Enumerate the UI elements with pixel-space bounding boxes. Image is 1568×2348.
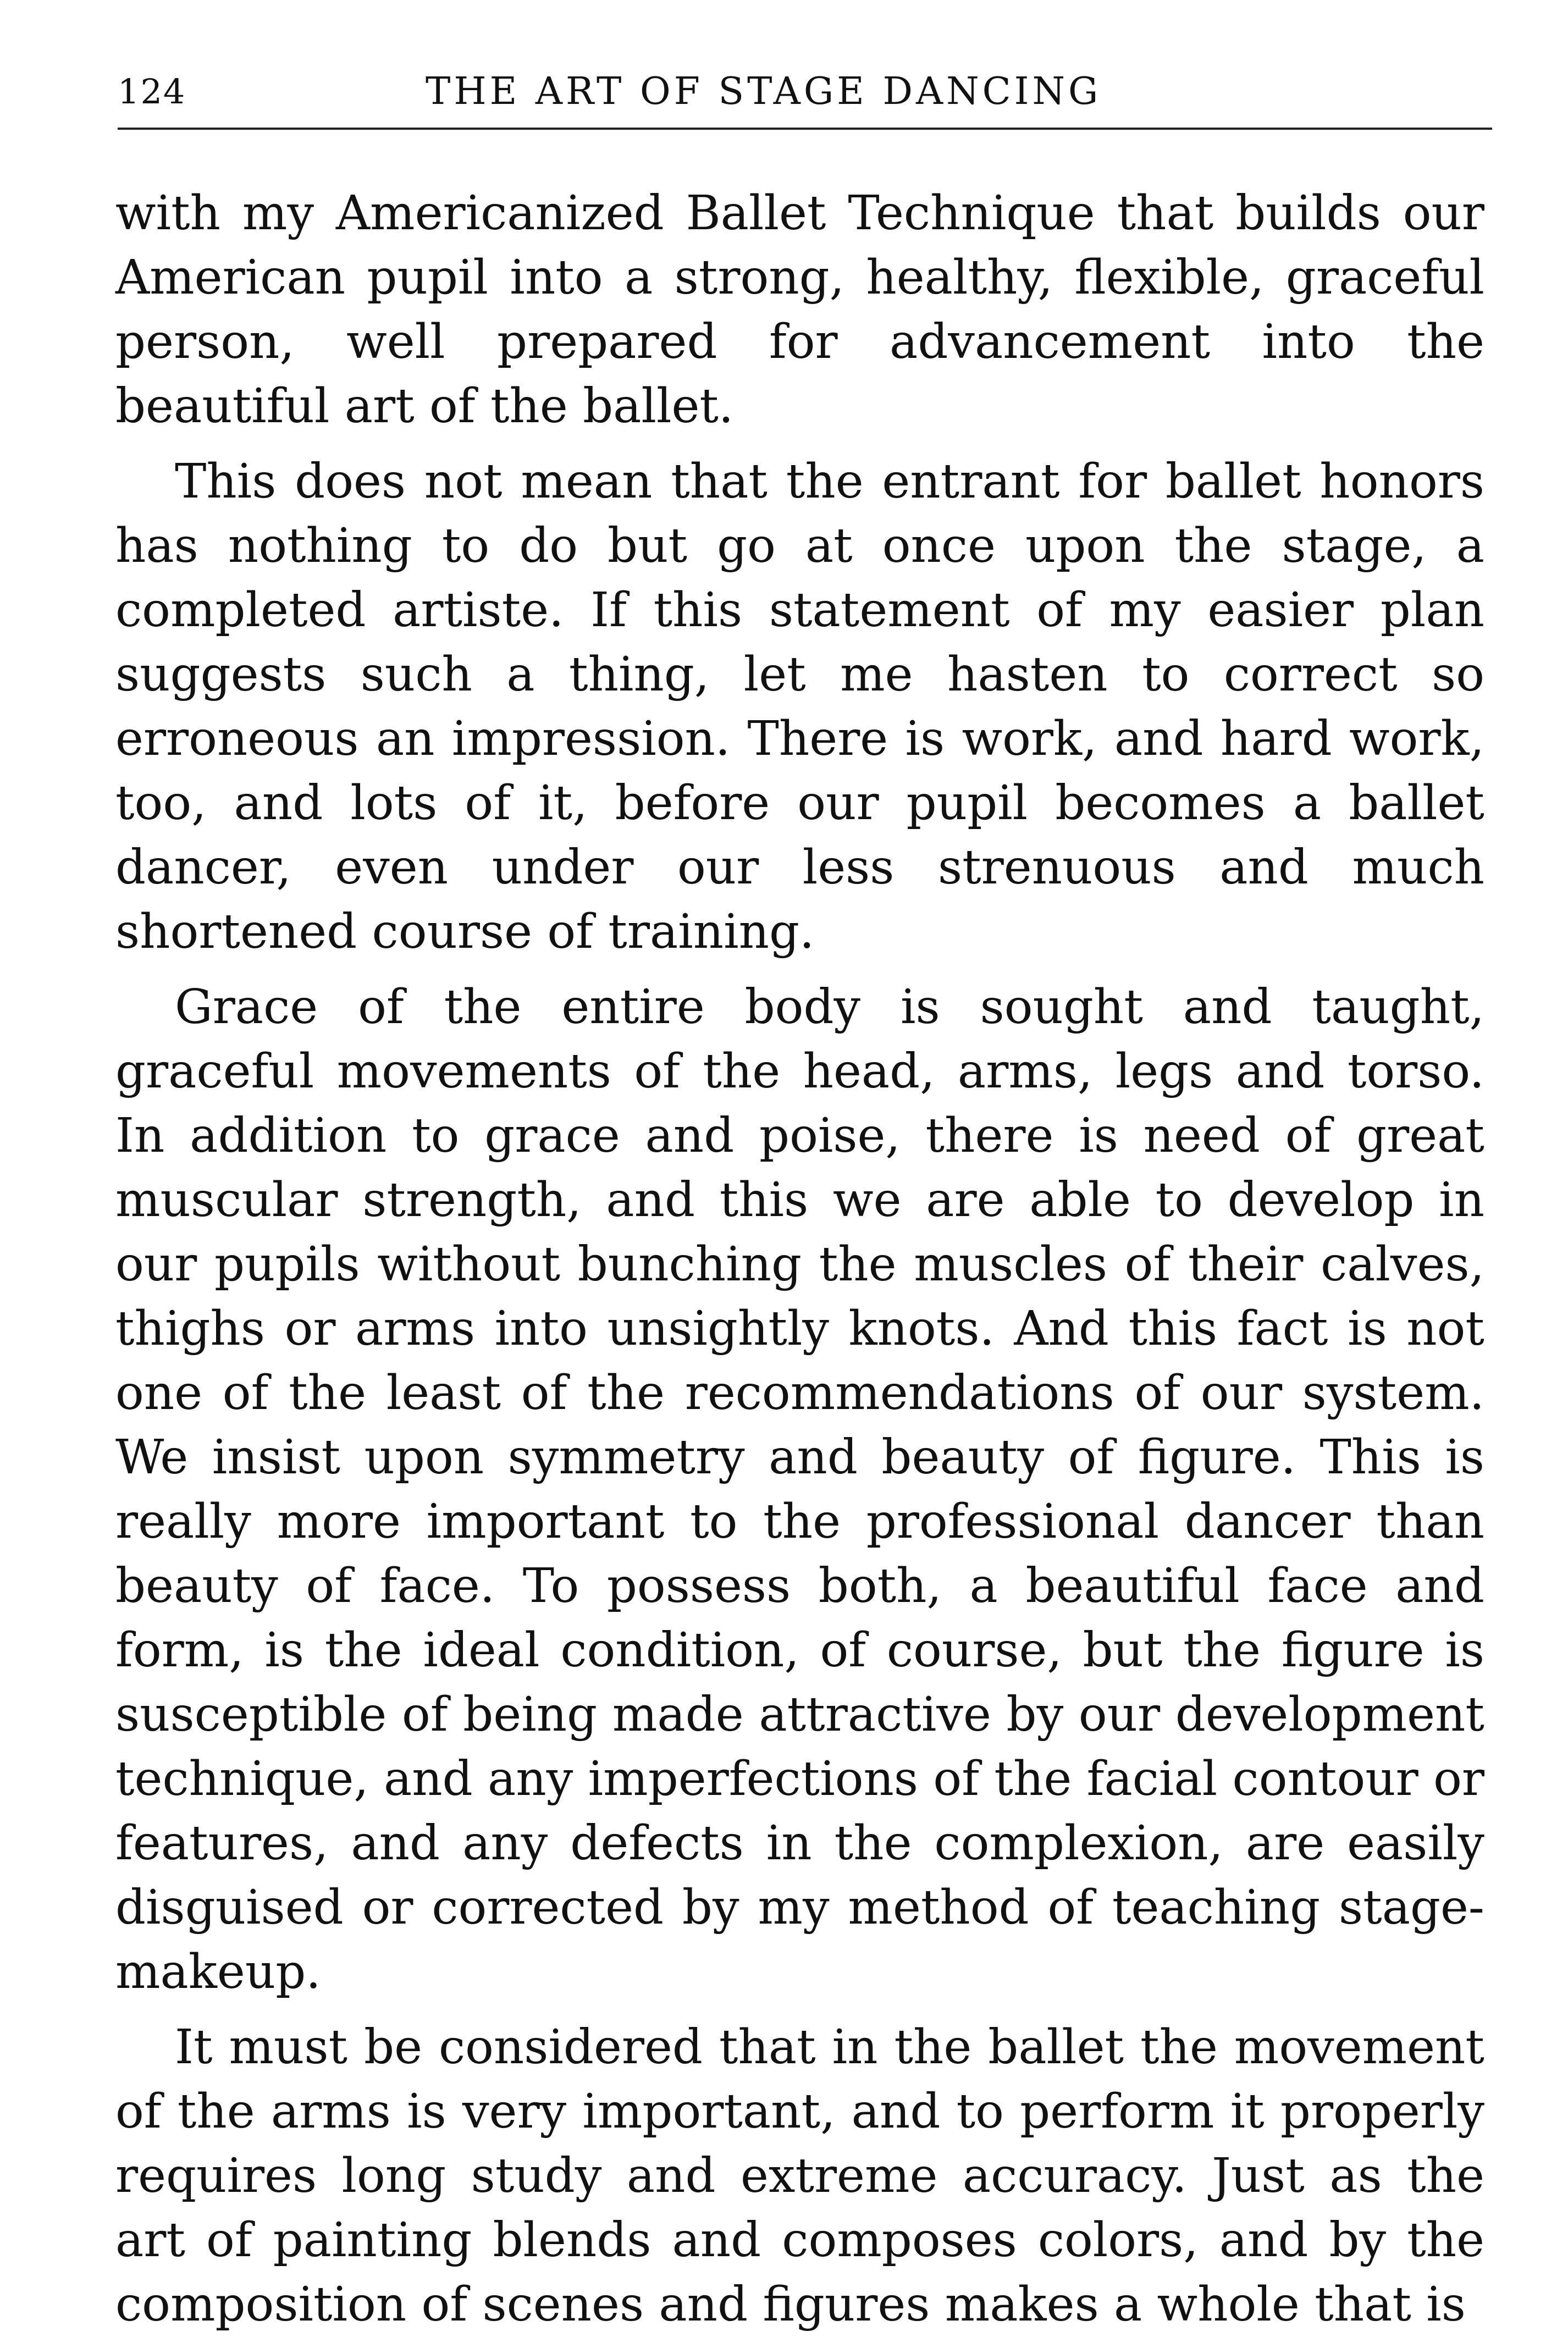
- page-header: [118, 62, 1492, 122]
- running-title: THE ART OF STAGE DANCING: [426, 70, 1102, 113]
- paragraph-2: This does not mean that the entrant for ballet honors has nothing to do but go at once upon the stage, a completed artiste. If this statement of my easier plan suggests such a thing, let me hasten to correct so erroneous an impression. There is work, and hard work, too, and lots of it, before our pupil becomes a ballet dancer, even under our less strenuous and much shortened course of training.: [115, 454, 1484, 959]
- page-number: 124: [118, 71, 186, 112]
- paragraph-4: It must be considered that in the ballet the movement of the arms is very important, and to perform it properly requires long study and extreme accuracy. Just as the art of painting blends and composes colors, and by the composition of scenes and figures makes a whole that is: [115, 2020, 1484, 2332]
- paragraph-3: Grace of the entire body is sought and taught, graceful movements of the head, arms, legs and torso. In addition to grace and poise, there is need of great muscular strength, and this we are able to develop in our pupils without bunching the muscles of their calves, thighs or arms into unsightly knots. And this fact is not one of the least of the recommendations of our system. We insist upon symmetry and beauty of figure. This is really more important to the professional dancer than beauty of face. To possess both, a beautiful face and form, is the ideal condition, of course, but the figure is susceptible of being made attractive by our development technique, and any imperfections of the facial contour or features, and any defects in the complexion, are easily disguised or corrected by my method of teaching stage-makeup.: [115, 980, 1484, 1999]
- body-text: [115, 181, 1484, 2348]
- header-rule: [118, 128, 1492, 130]
- paragraph-1: with my Americanized Ballet Technique that builds our American pupil into a strong, healthy, flexible, graceful person, well prepared for advancement into the beautiful art of the ballet.: [115, 186, 1484, 434]
